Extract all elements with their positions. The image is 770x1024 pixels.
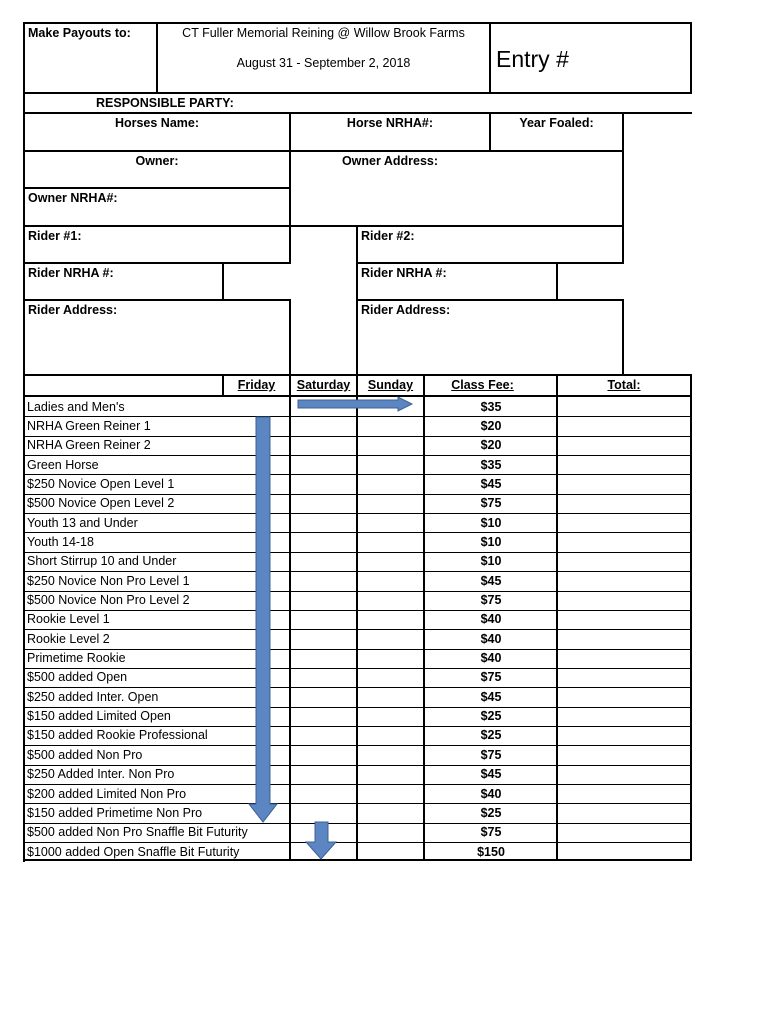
class-name: $250 Novice Non Pro Level 1 <box>27 574 190 588</box>
class-fee: $20 <box>480 419 502 433</box>
class-fee-header: Class Fee: <box>451 378 514 392</box>
class-name: Green Horse <box>27 458 99 472</box>
class-fee: $40 <box>480 651 502 665</box>
class-name: $500 Novice Open Level 2 <box>27 496 175 510</box>
class-name: $150 added Rookie Professional <box>27 728 208 742</box>
class-fee: $10 <box>480 535 502 549</box>
class-fee: $25 <box>480 728 502 742</box>
event-dates: August 31 - September 2, 2018 <box>236 56 411 70</box>
sunday-header: Sunday <box>367 378 414 392</box>
class-name: Primetime Rookie <box>27 651 126 665</box>
arrow-down-icon <box>249 417 277 822</box>
class-name: NRHA Green Reiner 1 <box>27 419 151 433</box>
event-title: CT Fuller Memorial Reining @ Willow Brook Farms <box>182 26 465 40</box>
class-fee: $75 <box>480 670 502 684</box>
class-fee: $20 <box>480 438 502 452</box>
class-name: $500 added Open <box>27 670 128 684</box>
rider-1-nrha-label: Rider NRHA #: <box>28 266 114 280</box>
class-fee: $45 <box>480 574 502 588</box>
arrow-down-icon <box>306 822 336 859</box>
class-name: $150 added Primetime Non Pro <box>27 806 203 820</box>
class-fee: $75 <box>480 825 502 839</box>
class-fee: $45 <box>480 690 502 704</box>
rider-2-label: Rider #2: <box>361 229 415 243</box>
owner-address-label: Owner Address: <box>341 154 439 168</box>
arrow-right-icon <box>298 397 412 411</box>
class-name: Youth 13 and Under <box>27 516 138 530</box>
class-name: $150 added Limited Open <box>27 709 171 723</box>
entry-number-label: Entry # <box>496 46 569 72</box>
class-fee: $35 <box>480 400 502 414</box>
class-name: $1000 added Open Snaffle Bit Futurity <box>27 845 240 859</box>
class-fee: $25 <box>480 709 502 723</box>
class-fee: $35 <box>480 458 502 472</box>
friday-header: Friday <box>237 378 276 392</box>
class-name: Short Stirrup 10 and Under <box>27 554 177 568</box>
class-name: $500 added Non Pro <box>27 748 143 762</box>
class-fee: $75 <box>480 748 502 762</box>
class-name: Rookie Level 2 <box>27 632 110 646</box>
rider-1-label: Rider #1: <box>28 229 82 243</box>
class-name: $200 added Limited Non Pro <box>27 787 187 801</box>
class-fee: $45 <box>480 767 502 781</box>
class-name: Youth 14-18 <box>27 535 94 549</box>
class-name: $500 added Non Pro Snaffle Bit Futurity <box>27 825 248 839</box>
class-fee: $45 <box>480 477 502 491</box>
class-fee: $40 <box>480 632 502 646</box>
class-name: $250 added Inter. Open <box>27 690 159 704</box>
owner-label: Owner: <box>135 154 179 168</box>
class-name: $250 Novice Open Level 1 <box>27 477 175 491</box>
year-foaled-label: Year Foaled: <box>519 116 594 130</box>
make-payouts-label: Make Payouts to: <box>28 26 131 40</box>
class-fee: $40 <box>480 612 502 626</box>
class-fee: $10 <box>480 516 502 530</box>
rider-1-address-label: Rider Address: <box>28 303 118 317</box>
class-fee: $40 <box>480 787 502 801</box>
horse-nrha-label: Horse NRHA#: <box>346 116 434 130</box>
class-fee: $75 <box>480 496 502 510</box>
responsible-party-label: RESPONSIBLE PARTY: <box>96 96 234 110</box>
horse-name-label: Horses Name: <box>114 116 200 130</box>
class-name: Rookie Level 1 <box>27 612 110 626</box>
class-name: NRHA Green Reiner 2 <box>27 438 151 452</box>
class-fee: $25 <box>480 806 502 820</box>
class-fee: $150 <box>477 845 505 859</box>
saturday-header: Saturday <box>296 378 351 392</box>
class-fee: $10 <box>480 554 502 568</box>
class-name: Ladies and Men's <box>27 400 125 414</box>
class-name: $500 Novice Non Pro Level 2 <box>27 593 190 607</box>
rider-2-address-label: Rider Address: <box>361 303 451 317</box>
rider-2-nrha-label: Rider NRHA #: <box>361 266 447 280</box>
class-name: $250 Added Inter. Non Pro <box>27 767 175 781</box>
owner-nrha-label: Owner NRHA#: <box>28 191 118 205</box>
class-fee: $75 <box>480 593 502 607</box>
total-header: Total: <box>607 378 641 392</box>
